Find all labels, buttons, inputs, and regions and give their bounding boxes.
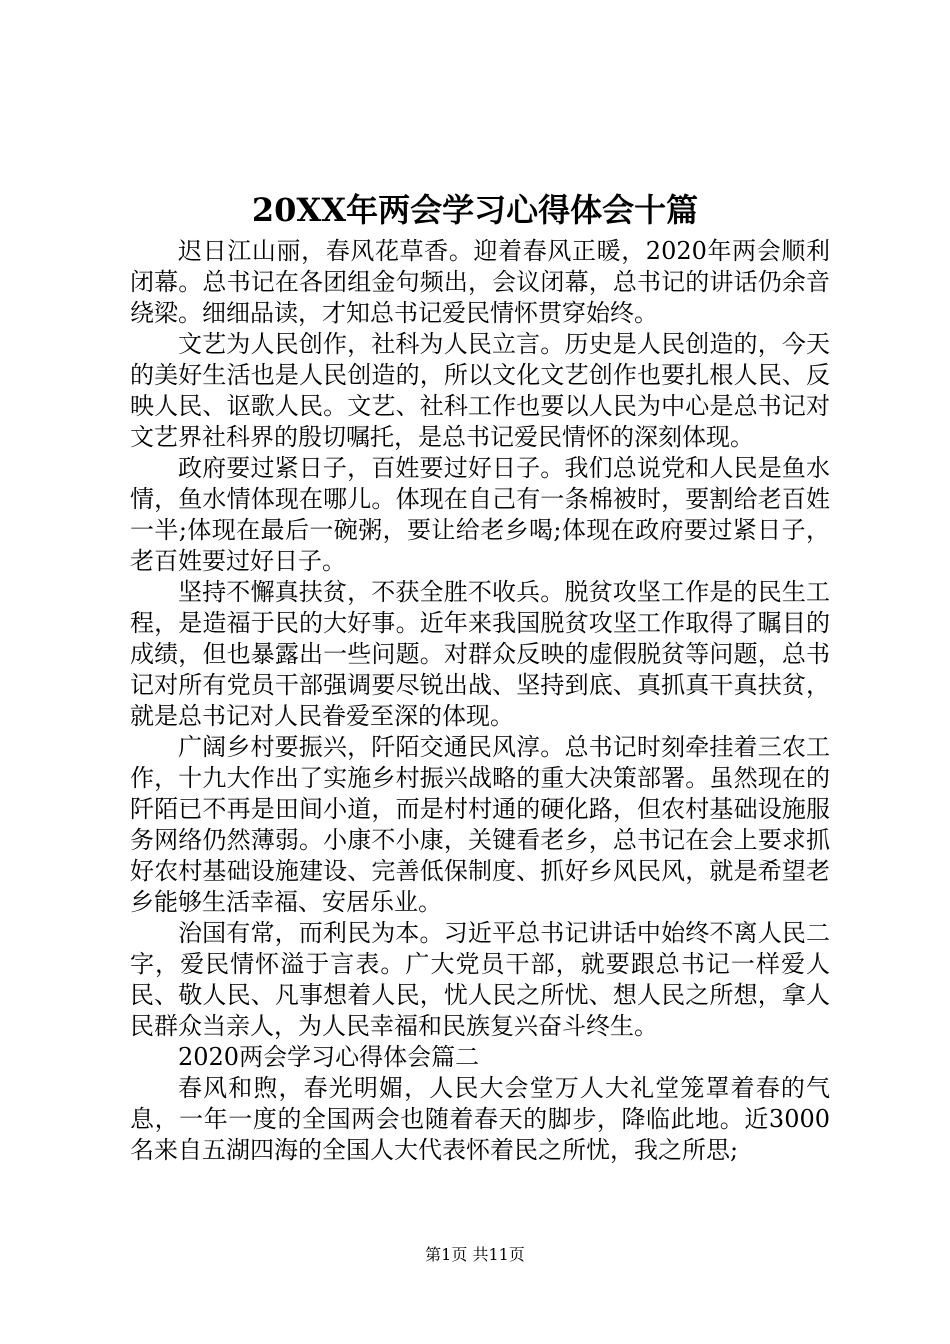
body-paragraph: 治国有常，而利民为本。习近平总书记讲话中始终不离人民二字，爱民情怀溢于言表。广大党员干部，就要跟总书记一样爱人民、敬人民、凡事想着人民，忧人民之所忧、想人民之所想，拿人民群众当亲人，为人民幸福和民族复兴奋斗终生。 [130, 919, 830, 1040]
document-body [130, 236, 830, 1166]
section-heading: 2020两会学习心得体会篇二 [178, 1043, 480, 1071]
body-paragraph: 春风和煦，春光明媚，人民大会堂万人大礼堂笼罩着春的气息，一年一度的全国两会也随着春天的脚步，降临此地。近3000名来自五湖四海的全国人大代表怀着民之所忧，我之所思; [130, 1074, 830, 1164]
body-paragraph: 迟日江山丽，春风花草香。迎着春风正暖，2020年两会顺利闭幕。总书记在各团组金句频出，会议闭幕，总书记的讲话仍余音绕梁。细细品读，才知总书记爱民情怀贯穿始终。 [130, 237, 830, 327]
body-paragraph: 坚持不懈真扶贫，不获全胜不收兵。脱贫攻坚工作是的民生工程，是造福于民的大好事。近年来我国脱贫攻坚工作取得了瞩目的成绩，但也暴露出一些问题。对群众反映的虚假脱贫等问题，总书记对所有党员干部强调要尽锐出战、坚持到底、真抓真干真扶贫，就是总书记对人民眷爱至深的体现。 [130, 578, 830, 730]
body-paragraph: 政府要过紧日子，百姓要过好日子。我们总说党和人民是鱼水情，鱼水情体现在哪儿。体现在自己有一条棉被时，要割给老百姓一半;体现在最后一碗粥，要让给老乡喝;体现在政府要过紧日子，老百姓要过好日子。 [130, 454, 830, 575]
body-paragraph: 广阔乡村要振兴，阡陌交通民风淳。总书记时刻牵挂着三农工作，十九大作出了实施乡村振兴战略的重大决策部署。虽然现在的阡陌已不再是田间小道，而是村村通的硬化路，但农村基础设施服务网络仍然薄弱。小康不小康，关键看老乡，总书记在会上要求抓好农村基础设施建设、完善低保制度、抓好乡风民风，就是希望老乡能够生活幸福、安居乐业。 [130, 733, 830, 916]
document-title: 20XX年两会学习心得体会十篇 [251, 191, 699, 229]
page-footer: 第1页 共11页 [425, 1245, 525, 1264]
body-paragraph: 文艺为人民创作，社科为人民立言。历史是人民创造的，今天的美好生活也是人民创造的，所以文化文艺创作也要扎根人民、反映人民、讴歌人民。文艺、社科工作也要以人民为中心是总书记对文艺界社科界的殷切嘱托，是总书记爱民情怀的深刻体现。 [130, 330, 830, 451]
